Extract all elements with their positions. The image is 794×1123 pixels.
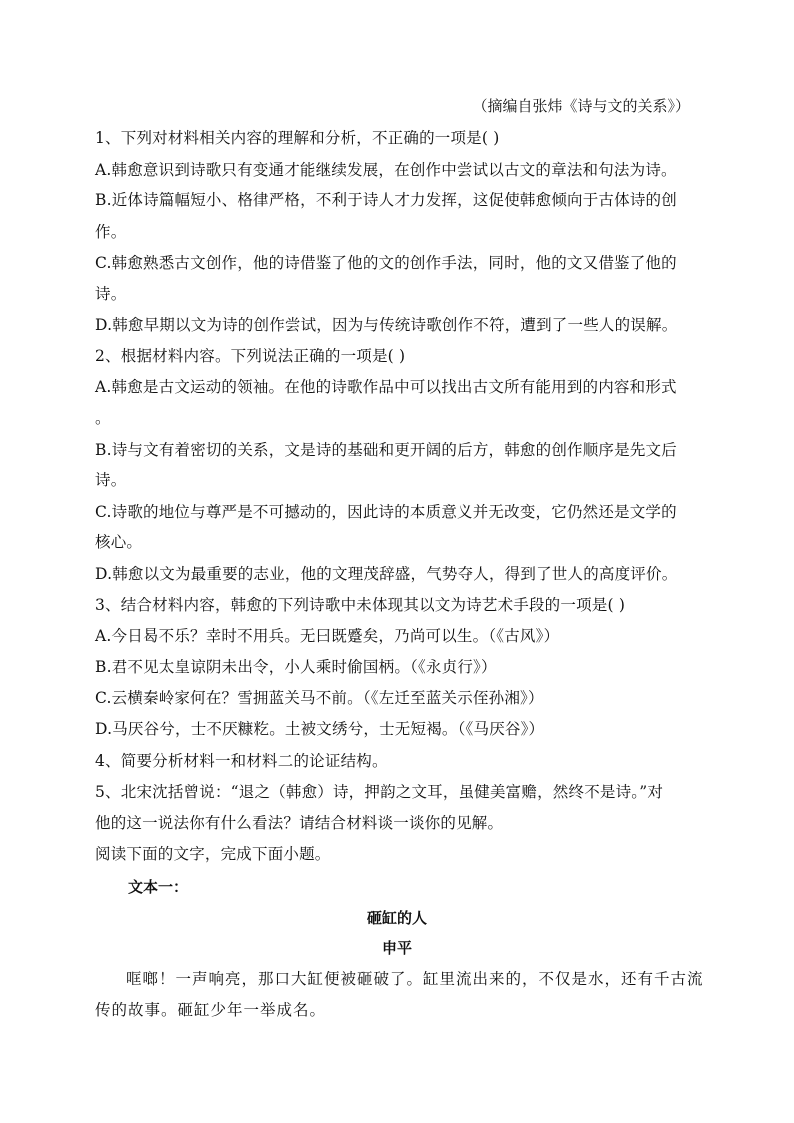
story-paragraph-line-1: 哐啷！一声响亮，那口大缸便被砸破了。缸里流出来的，不仅是水，还有千古流 [126, 970, 704, 988]
question-1-option-a: A.韩愈意识到诗歌只有变通才能继续发展，在创作中尝试以古文的章法和句法为诗。 [95, 161, 677, 179]
question-2-option-c-cont: 核心。 [95, 533, 143, 551]
question-3-option-a: A.今日曷不乐？幸时不用兵。无曰既蹙矣，乃尚可以生。（《古风》） [95, 627, 560, 645]
question-4-stem: 4、简要分析材料一和材料二的论证结构。 [95, 752, 388, 770]
question-1-stem: 1、下列对材料相关内容的理解和分析，不正确的一项是( ) [95, 129, 500, 147]
question-1-option-b-cont: 作。 [95, 223, 127, 241]
question-5-line-1: 5、北宋沈括曾说：“退之（韩愈）诗，押韵之文耳，虽健美富赡，然终不是诗。”对 [95, 783, 664, 801]
question-1-option-d: D.韩愈早期以文为诗的创作尝试，因为与传统诗歌创作不符，遭到了一些人的误解。 [95, 316, 678, 334]
question-2-option-a-cont: 。 [95, 409, 111, 427]
question-3-option-b: B.君不见太皇谅阴未出令，小人乘时偷国柄。（《永贞行》） [95, 658, 497, 676]
question-3-stem: 3、结合材料内容，韩愈的下列诗歌中未体现其以文为诗艺术手段的一项是( ) [95, 596, 626, 614]
question-2-option-b-cont: 诗。 [95, 471, 127, 489]
story-author: 申平 [381, 939, 412, 957]
question-3-option-c: C.云横秦岭家何在？雪拥蓝关马不前。（《左迁至蓝关示侄孙湘》） [95, 689, 544, 707]
question-2-option-a: A.韩愈是古文运动的领袖。在他的诗歌作品中可以找出古文所有能用到的内容和形式 [95, 378, 677, 396]
question-2-stem: 2、根据材料内容。下列说法正确的一项是( ) [95, 347, 406, 365]
question-5-line-2: 他的这一说法你有什么看法？请结合材料谈一谈你的见解。 [95, 814, 504, 832]
question-1-option-c: C.韩愈熟悉古文创作，他的诗借鉴了他的文的创作手法，同时，他的文又借鉴了他的 [95, 254, 677, 272]
story-title: 砸缸的人 [366, 909, 427, 927]
question-1-option-b: B.近体诗篇幅短小、格律严格，不利于诗人才力发挥，这促使韩愈倾向于古体诗的创 [95, 191, 677, 209]
question-2-option-d: D.韩愈以文为最重要的志业，他的文理茂辞盛，气势夺人，得到了世人的高度评价。 [95, 565, 678, 583]
source-citation: （摘编自张炜《诗与文的关系》） [472, 97, 690, 115]
question-1-option-c-cont: 诗。 [95, 285, 127, 303]
question-2-option-c: C.诗歌的地位与尊严是不可撼动的，因此诗的本质意义并无改变，它仍然还是文学的 [95, 503, 677, 521]
question-2-option-b: B.诗与文有着密切的关系，文是诗的基础和更开阔的后方，韩愈的创作顺序是先文后 [95, 441, 677, 459]
question-3-option-d: D.马厌谷兮，士不厌糠籺。土被文绣兮，士无短褐。（《马厌谷》） [95, 720, 545, 738]
text-one-label: 文本一： [128, 878, 189, 896]
story-paragraph-line-2: 传的故事。砸缸少年一举成名。 [95, 1001, 327, 1019]
reading-instruction: 阅读下面的文字，完成下面小题。 [95, 845, 331, 863]
